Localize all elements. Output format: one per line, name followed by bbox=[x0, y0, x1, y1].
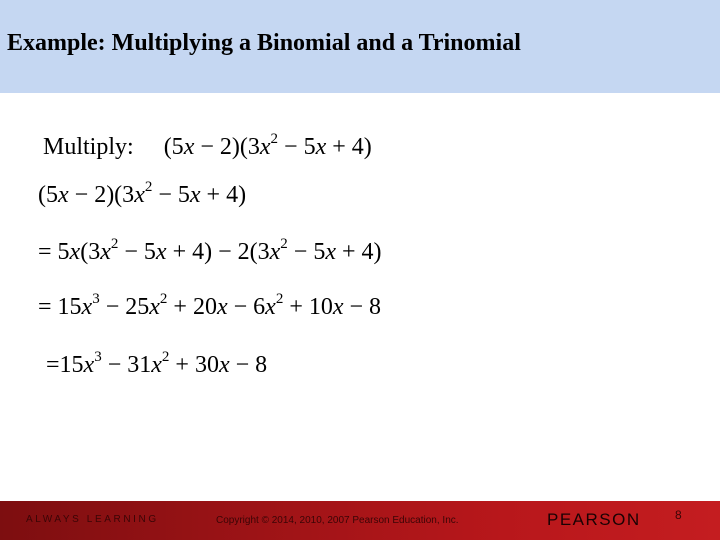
step-line-1: $(5x - 2)(3x^2 - 5x + 4)$ bbox=[38, 179, 247, 208]
equals-sign: = bbox=[38, 294, 52, 320]
multiply-label: Multiply: bbox=[43, 134, 134, 160]
slide-footer bbox=[0, 501, 720, 540]
step-line-3: = $15x^3 - 25x^2 + 20x - 6x^2 + 10x - 8$ bbox=[38, 291, 382, 320]
slide-header bbox=[0, 0, 720, 93]
footer-tagline: ALWAYS LEARNING bbox=[26, 514, 159, 525]
multiply-prompt bbox=[43, 131, 372, 160]
prompt-expression: $(5x - 2)(3x^2 - 5x + 4)$ bbox=[163, 131, 372, 160]
footer-copyright: Copyright © 2014, 2010, 2007 Pearson Education, Inc. bbox=[216, 515, 459, 526]
step-line-2: = $5x(3x^2 - 5x + 4) - 2(3x^2 - 5x + 4)$ bbox=[38, 236, 382, 265]
page-number: 8 bbox=[675, 508, 682, 522]
slide-title: Example: Multiplying a Binomial and a Trinomial bbox=[7, 30, 521, 56]
step-line-4: $=15x^3 - 31x^2 + 30x - 8$ bbox=[46, 349, 268, 378]
equals-sign: = bbox=[46, 352, 60, 378]
pearson-logo: PEARSON bbox=[547, 510, 641, 529]
equals-sign: = bbox=[38, 239, 52, 265]
